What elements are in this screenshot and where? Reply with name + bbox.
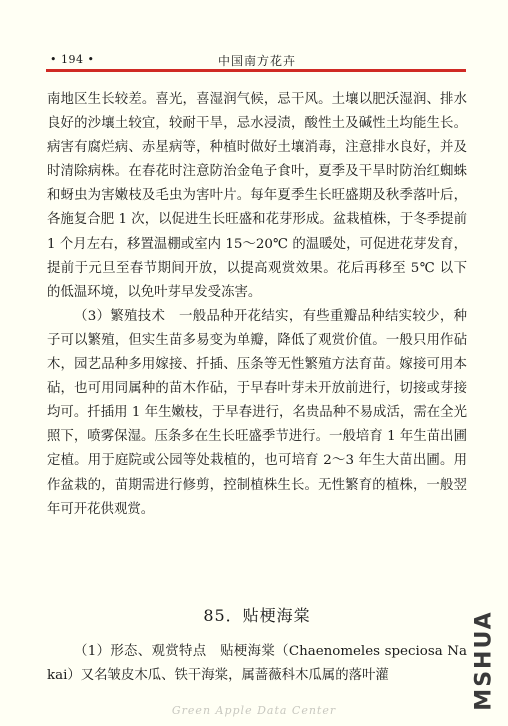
- page-number: • 194 •: [50, 53, 95, 66]
- paragraph-continued: [47, 88, 467, 305]
- side-watermark-text: MSHUA: [471, 609, 497, 711]
- paragraph-propagation: [47, 305, 467, 522]
- bottom-watermark: Green Apple Data Center: [171, 704, 337, 717]
- paragraph-text: 一般品种开花结实，有些重瓣品种结实较少，种子可以繁殖，但实生苗多易变为单瓣，降低了观赏价值。一般只用作砧木，园艺品种多用嫁接、扦插、压条等无性繁殖方法育苗。嫁接可用本砧，也可用同属种的苗木作砧，于早春叶芽未开放前进行，切接或芽接均可。扦插用 1 年生嫩枝，于早春进行，名贵品种不易成活，需在全光照下，喷雾保湿。压条多在生长旺盛季节进行。一般培育 1 年生苗出圃定植。用于庭院或公园等处栽植的，也可培育 2～3 年生大苗出圃。用作盆栽的，苗期需进行修剪，控制植株生长。无性繁育的植株，一般翌年可开花供观赏。: [47, 308, 467, 517]
- paragraph-text: 南地区生长较差。喜光，喜湿润气候，忌干风。土壤以肥沃湿润、排水良好的沙壤土较宜，较耐干旱，忌水浸渍，酸性土及碱性土均能生长。病害有腐烂病、赤星病等，种植时做好土壤消毒，注意排水良好，并及时清除病株。在春花时注意防治金龟子食叶，夏季及干旱时防治红蜘蛛和蚜虫为害嫩枝及毛虫为害叶片。每年夏季生长旺盛期及秋季落叶后，各施复合肥 1 次，以促进生长旺盛和花芽形成。盆栽植株，于冬季提前 1 个月左右，移置温棚或室内 15～20℃ 的温暖处，可促进花芽发育，提前于元旦至春节期间开放，以提高观赏效果。花后再移至 5℃ 以下的低温环境，以免叶芽早发受冻害。: [47, 92, 467, 300]
- running-title: 中国南方花卉: [217, 54, 296, 68]
- body-text: [47, 88, 467, 522]
- paragraph-morphology: [47, 640, 467, 688]
- side-watermark: [470, 610, 498, 710]
- section-title: 85．贴梗海棠: [203, 606, 311, 625]
- header-rule: [46, 69, 466, 72]
- page-header: [48, 49, 466, 69]
- paragraph-lead: （3）繁殖技术: [74, 308, 179, 324]
- body-text-lower: [47, 640, 467, 688]
- paragraph-lead: （1）形态、观赏特点: [74, 644, 221, 659]
- paragraph-text: 贴梗海棠（Chaenomeles speciosa Nakai）又名皱皮木瓜、铁干海棠，属蔷薇科木瓜属的落叶灌: [47, 644, 467, 684]
